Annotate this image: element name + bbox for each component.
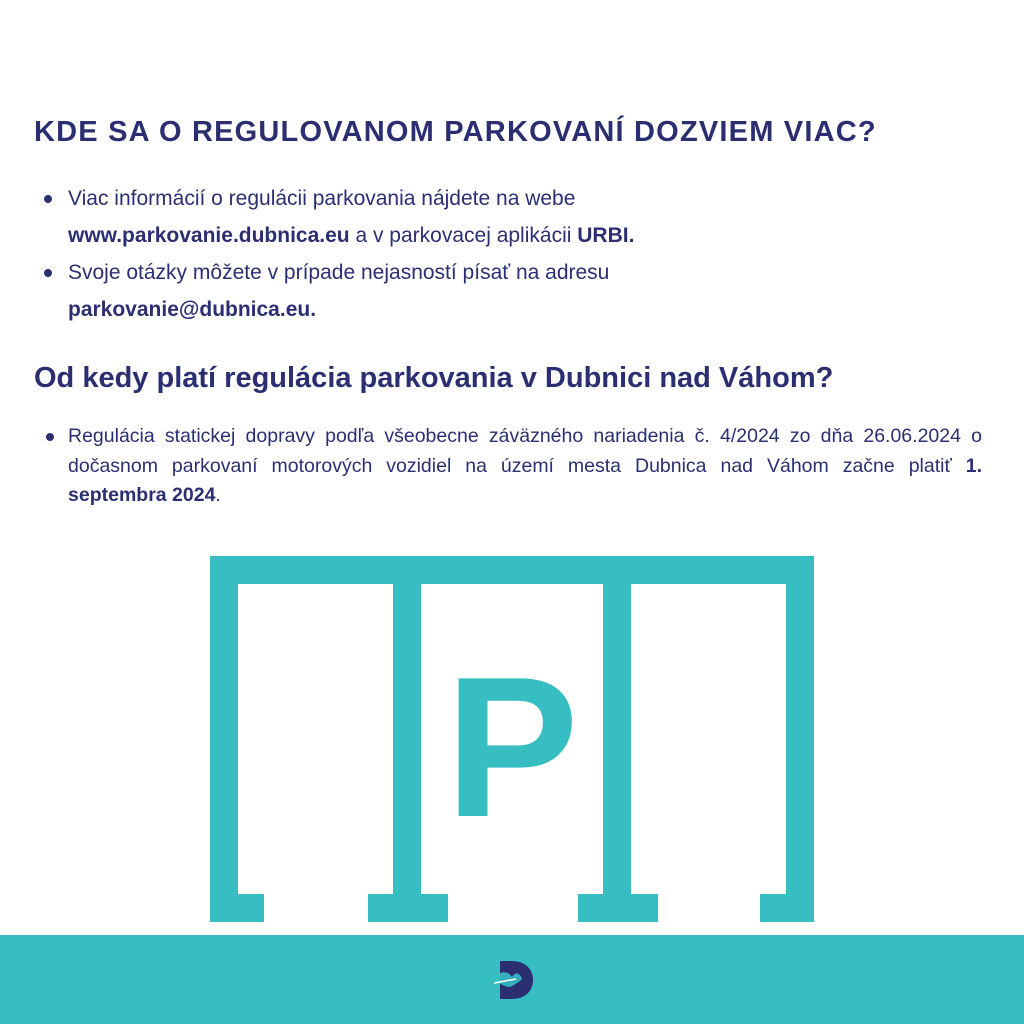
sentence-end: . [215,484,221,506]
start-date: 1. septembra 2024 [68,454,982,506]
parking-sign-letter: P [445,636,579,859]
list-item [42,422,982,511]
bullet-icon [44,269,52,277]
web-info-text: Viac informácií o regulácii parkovania nájdete na webe [68,187,576,210]
app-name: URBI. [577,224,635,247]
parking-spaces-icon [210,556,814,922]
email-link[interactable]: parkovanie@dubnica.eu. [68,298,317,321]
section-title-more-info: KDE SA O REGULOVANOM PARKOVANÍ DOZVIEM VIAC? [34,116,877,148]
list-item [42,180,972,254]
bullet-icon [46,433,54,441]
dubnica-logo-icon [490,957,536,1003]
email-info-text: Svoje otázky môžete v prípade nejasností písať na adresu [68,261,610,284]
website-link[interactable]: www.parkovanie.dubnica.eu [68,224,350,247]
regulation-text: Regulácia statickej dopravy podľa všeobecne záväzného nariadenia č. 4/2024 zo dňa 26.06.2024 o dočasnom parkovaní motorových vozidiel na území mesta Dubnica nad Váhom začne platiť [68,425,982,477]
bullet-icon [44,195,52,203]
validity-list [42,422,982,511]
list-item [42,254,972,328]
section-title-validity: Od kedy platí regulácia parkovania v Dubnici nad Váhom? [34,362,834,394]
app-info-text: a v parkovacej aplikácii [349,224,578,247]
more-info-list [42,180,972,328]
